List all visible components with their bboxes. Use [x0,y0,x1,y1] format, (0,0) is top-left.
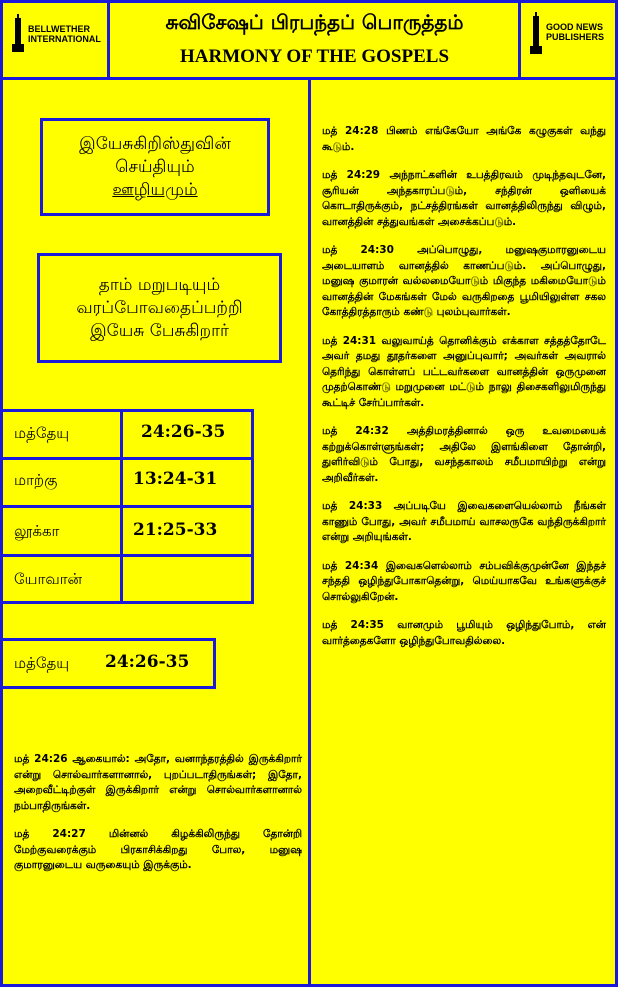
verse-paragraph: மத் 24:27 மின்னல் கிழக்கிலிருந்து தோன்றி மேற்குவரைக்கும் பிரகாசிக்கிறது போல, மனுஷ குமாரனுடைய வருகையும் இருக்கும். [14,828,302,871]
verse-paragraph: மத் 24:31 வலுவாய்த் தொனிக்கும் எக்காள சத்தத்தோடே அவர் தமது தூதர்களை அனுப்புவார்; அவர்கள் அவரால் தெரிந்து கொள்ளப் பட்டவர்களை வானத்தின் ஒருமுனை முதற்கொண்டு மறுமுனை மட்டும் நாலு திசைகளிலுமிருந்து கூட்டிச் சேர்ப்பார்கள். [322,334,606,409]
topic-title-line1: தாம் மறுபடியும் [98,274,221,295]
topic-title-line3: இயேசு பேசுகிறார் [90,320,229,341]
table-row-divider [0,505,254,508]
tower-icon [10,14,26,54]
verse-paragraph: மத் 24:30 அப்பொழுது, மனுஷகுமாரனுடைய அடையாளம் வானத்தில் காணப்படும். அப்பொழுது, மனுஷ குமாரன் வல்லமையோடும் மிகுந்த மகிமையோடும் வானத்தின் மேகங்கள் மேல் வருகிறதை பூமியிலுள்ள சகல கோத்திரத்தாரும் கண்டு புலம்புவார்கள். [322,244,606,318]
title-english: HARMONY OF THE GOSPELS [179,46,450,67]
table-ref-cell: 21:25-33 [133,520,218,540]
column-divider [308,80,311,984]
right-verses [322,124,606,662]
passage-heading-book: மத்தேயு [14,654,70,672]
verse-paragraph: மத் 24:32 அத்திமரத்தினால் ஒரு உவமையைக் கற்றுக்கொள்ளுங்கள்; அதிலே இளங்கிளை தோன்றி, துளிர்விடும் போது, வசந்தகாலம் சமீபமாயிற்று என்று அறிவீர்கள். [322,425,606,484]
table-row-divider [0,554,254,557]
verse-paragraph: மத் 24:34 இவைகளெல்லாம் சம்பவிக்குமுன்னே இந்தச் சந்ததி ஒழிந்துபோகாதென்று, மெய்யாகவே உங்களுக்குச் சொல்லுகிறேன். [322,559,606,603]
table-ref-cell: 13:24-31 [133,469,218,489]
table-ref-cell: 24:26-35 [141,422,226,442]
verse-paragraph: மத் 24:26 ஆகையால்: அதோ, வனாந்தரத்தில் இருக்கிறார் என்று சொல்வார்களானால், புறப்படாதிருங்கள்; இதோ, அறைவீட்டிற்குள் இருக்கிறார் என்று சொல்வார்களானால் நம்பாதிருங்கள். [14,753,302,812]
good-news-logo-text: GOOD NEWS PUBLISHERS [546,22,605,42]
left-verses [14,752,302,887]
section-title-line3: ஊழியமும் [112,179,198,200]
tower-icon [528,12,544,56]
table-row-divider [0,457,254,460]
verse-paragraph: மத் 24:35 வானமும் பூமியும் ஒழிந்துபோம், என் வார்த்தைகளோ ஒழிந்துபோவதில்லை. [322,619,606,647]
verse-paragraph: மத் 24:29 அந்நாட்களின் உபத்திரவம் முடிந்தவுடனே, சூரியன் அந்தகாரப்படும், சந்திரன் ஒளியைக் கொடாதிருக்கும், நட்சத்திரங்கள் வானத்திலிருந்து விழும், வானத்தின் சத்துவங்கள் அசைக்கப்படும். [322,169,606,228]
topic-title-line2: வரப்போவதைப்பற்றி [76,297,243,318]
passage-heading-ref: 24:26-35 [105,652,190,672]
title-tamil: சுவிசேஷப் பிரபந்தப் பொருத்தம் [165,10,464,34]
table-book-cell: யோவான் [14,570,83,588]
topic-title-box [37,253,282,363]
table-book-cell: மத்தேயு [14,424,70,442]
section-title-line1: இயேசுகிறிஸ்துவின் [79,133,231,154]
section-title-box [40,118,270,216]
table-book-cell: லூக்கா [14,522,60,540]
bellwether-logo-text: BELLWETHER INTERNATIONAL [28,24,101,44]
table-book-cell: மாற்கு [14,471,58,489]
verse-paragraph: மத் 24:33 அப்படியே இவைகளையெல்லாம் நீங்கள் காணும் போது, அவர் சமீபமாய் வாசலருகே வந்திருக்கிறார் என்று அறியுங்கள். [322,500,606,543]
verse-paragraph: மத் 24:28 பிணம் எங்கேயோ அங்கே கழுகுகள் வந்து கூடும். [322,125,606,153]
section-title-line2: செய்தியும் [115,156,195,177]
